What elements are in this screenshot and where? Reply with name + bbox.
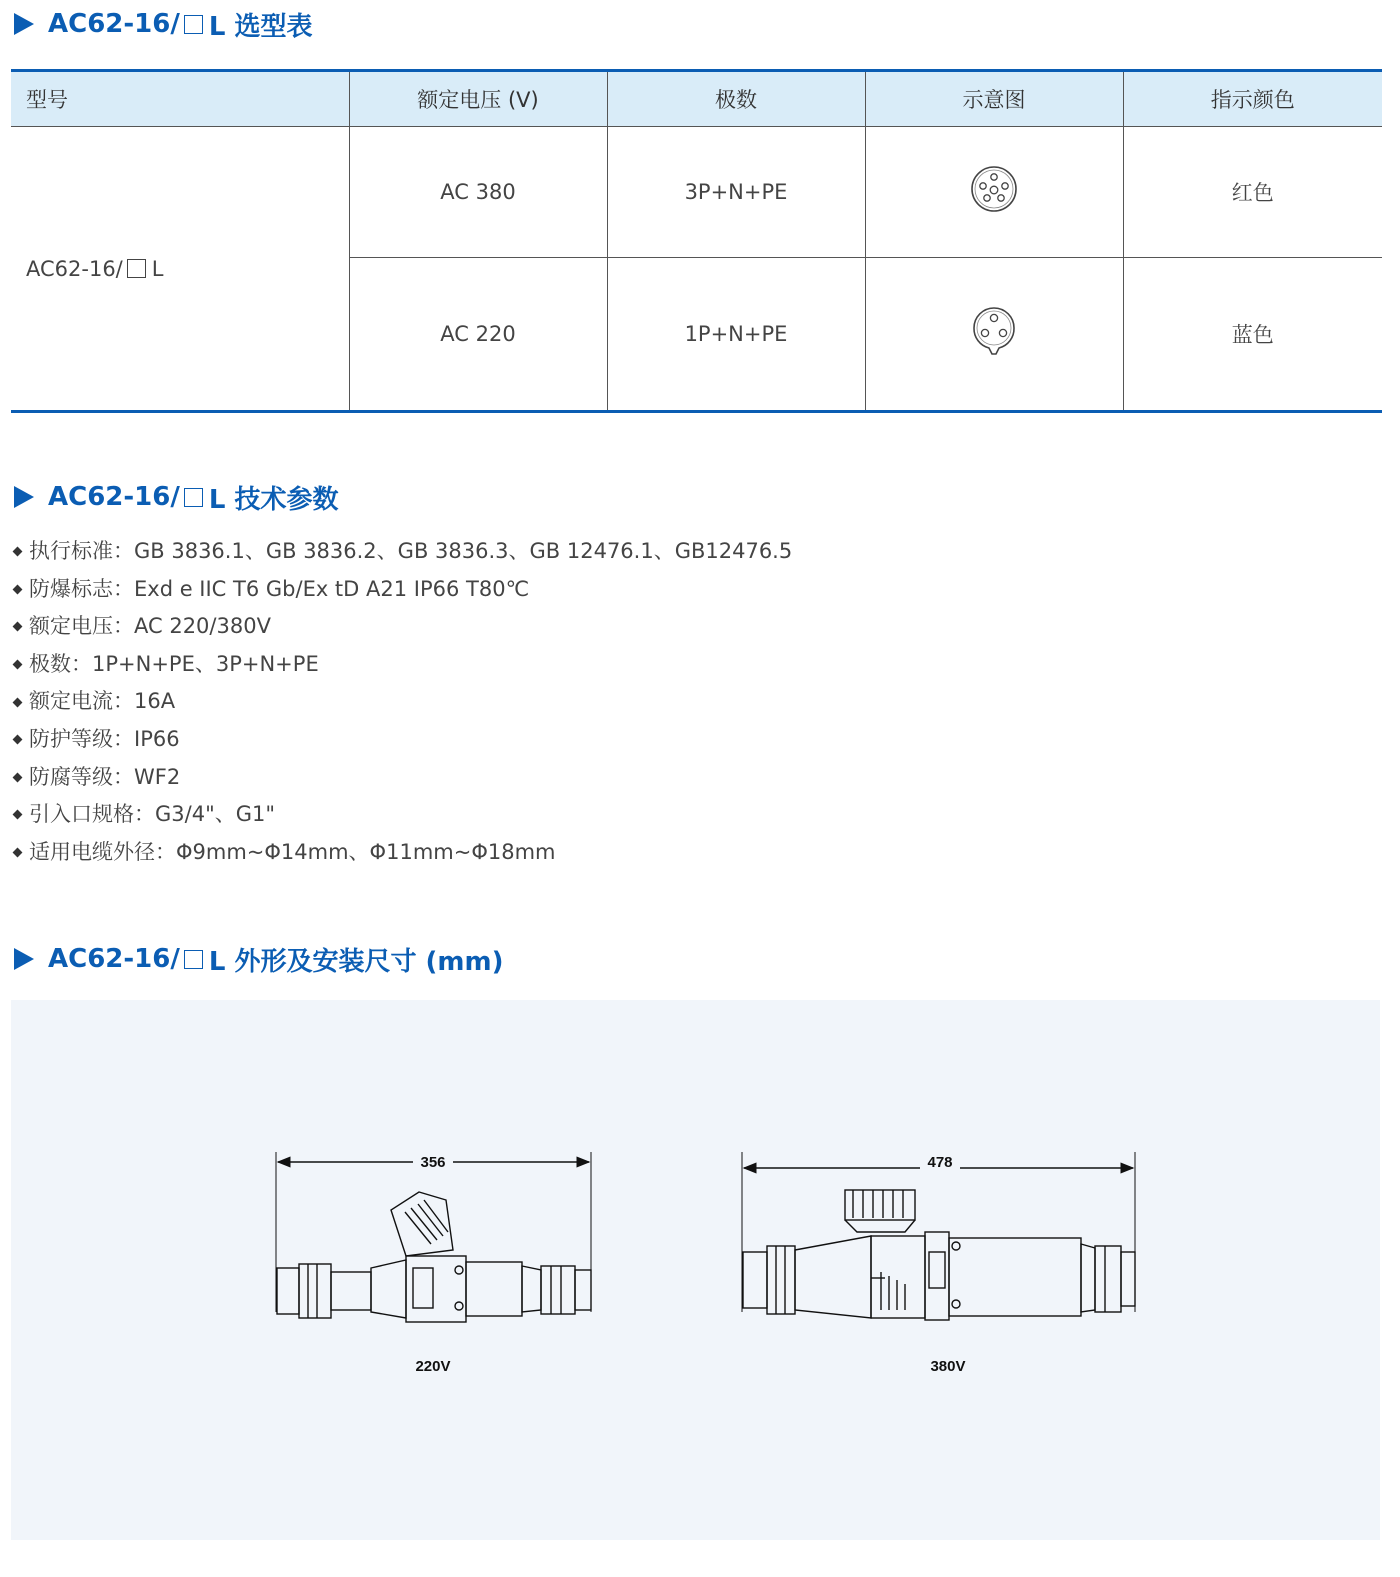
model-cell bbox=[11, 127, 349, 412]
tech-params-list bbox=[12, 533, 792, 871]
param-text: 防护等级：IP66 bbox=[29, 726, 180, 751]
color-cell: 红色 bbox=[1123, 127, 1382, 258]
diamond-bullet-icon bbox=[13, 735, 23, 745]
list-item bbox=[12, 834, 792, 872]
triangle-bullet-icon bbox=[14, 948, 34, 970]
poles-cell: 1P+N+PE bbox=[607, 258, 865, 412]
list-item bbox=[12, 683, 792, 721]
header-model: 型号 bbox=[11, 71, 349, 127]
selection-title-suffix: L 选型表 bbox=[208, 11, 313, 42]
header-voltage: 额定电压 (V) bbox=[349, 71, 607, 127]
table-header-row bbox=[11, 71, 1382, 127]
selection-table bbox=[11, 69, 1382, 413]
checkbox-square-icon bbox=[127, 259, 146, 278]
voltage-cell: AC 220 bbox=[349, 258, 607, 412]
header-poles: 极数 bbox=[607, 71, 865, 127]
diamond-bullet-icon bbox=[13, 848, 23, 858]
diamond-bullet-icon bbox=[13, 660, 23, 670]
color-cell: 蓝色 bbox=[1123, 258, 1382, 412]
param-text: 适用电缆外径：Φ9mm~Φ14mm、Φ11mm~Φ18mm bbox=[29, 839, 556, 864]
diamond-bullet-icon bbox=[13, 810, 23, 820]
param-text: 防腐等级：WF2 bbox=[29, 764, 181, 789]
caption-380v: 380V bbox=[930, 1358, 966, 1375]
length-220v-label: 356 bbox=[420, 1154, 446, 1171]
poles-cell: 3P+N+PE bbox=[607, 127, 865, 258]
diamond-bullet-icon bbox=[13, 622, 23, 632]
param-text: 极数：1P+N+PE、3P+N+PE bbox=[29, 651, 319, 676]
checkbox-square-icon bbox=[184, 15, 203, 34]
checkbox-square-icon bbox=[184, 950, 203, 969]
dimension-drawing bbox=[11, 1000, 1380, 1540]
five-pin-socket-icon bbox=[968, 164, 1020, 216]
list-item bbox=[12, 721, 792, 759]
checkbox-square-icon bbox=[184, 488, 203, 507]
dimensions-title-suffix: L 外形及安装尺寸 (mm) bbox=[208, 946, 504, 977]
dimensions-title bbox=[14, 939, 503, 979]
model-suffix: L bbox=[151, 256, 164, 281]
length-380v-label: 478 bbox=[927, 1154, 953, 1171]
plug-380v-drawing bbox=[742, 1152, 1135, 1320]
model-prefix: AC62-16/ bbox=[26, 256, 123, 281]
triangle-bullet-icon bbox=[14, 13, 34, 35]
list-item bbox=[12, 608, 792, 646]
three-pin-socket-icon bbox=[968, 304, 1020, 360]
diamond-bullet-icon bbox=[13, 584, 23, 594]
param-text: 执行标准：GB 3836.1、GB 3836.2、GB 3836.3、GB 12476.1、GB12476.5 bbox=[29, 539, 793, 563]
header-color: 指示颜色 bbox=[1123, 71, 1382, 127]
list-item bbox=[12, 646, 792, 684]
param-text: 防爆标志：Exd e IIC T6 Gb/Ex tD A21 IP66 T80℃ bbox=[29, 576, 530, 601]
diamond-bullet-icon bbox=[13, 772, 23, 782]
caption-220v: 220V bbox=[415, 1358, 451, 1375]
dimensions-title-prefix: AC62-16/ bbox=[48, 944, 180, 974]
tech-title-prefix: AC62-16/ bbox=[48, 482, 180, 512]
diamond-bullet-icon bbox=[13, 697, 23, 707]
selection-title-prefix: AC62-16/ bbox=[48, 9, 180, 39]
param-text: 额定电压：AC 220/380V bbox=[29, 614, 271, 639]
diagram-cell bbox=[865, 258, 1123, 412]
table-row bbox=[11, 127, 1382, 258]
param-text: 额定电流：16A bbox=[29, 689, 176, 714]
triangle-bullet-icon bbox=[14, 486, 34, 508]
voltage-cell: AC 380 bbox=[349, 127, 607, 258]
dimension-drawing-panel bbox=[11, 1000, 1380, 1540]
plug-220v-drawing bbox=[276, 1152, 591, 1322]
diamond-bullet-icon bbox=[13, 547, 23, 557]
selection-title bbox=[14, 4, 312, 44]
tech-title bbox=[14, 477, 338, 517]
list-item bbox=[12, 571, 792, 609]
header-diagram: 示意图 bbox=[865, 71, 1123, 127]
list-item bbox=[12, 759, 792, 797]
tech-title-suffix: L 技术参数 bbox=[208, 484, 339, 515]
list-item bbox=[12, 533, 792, 571]
list-item bbox=[12, 796, 792, 834]
diagram-cell bbox=[865, 127, 1123, 258]
param-text: 引入口规格：G3/4"、G1" bbox=[29, 802, 276, 827]
